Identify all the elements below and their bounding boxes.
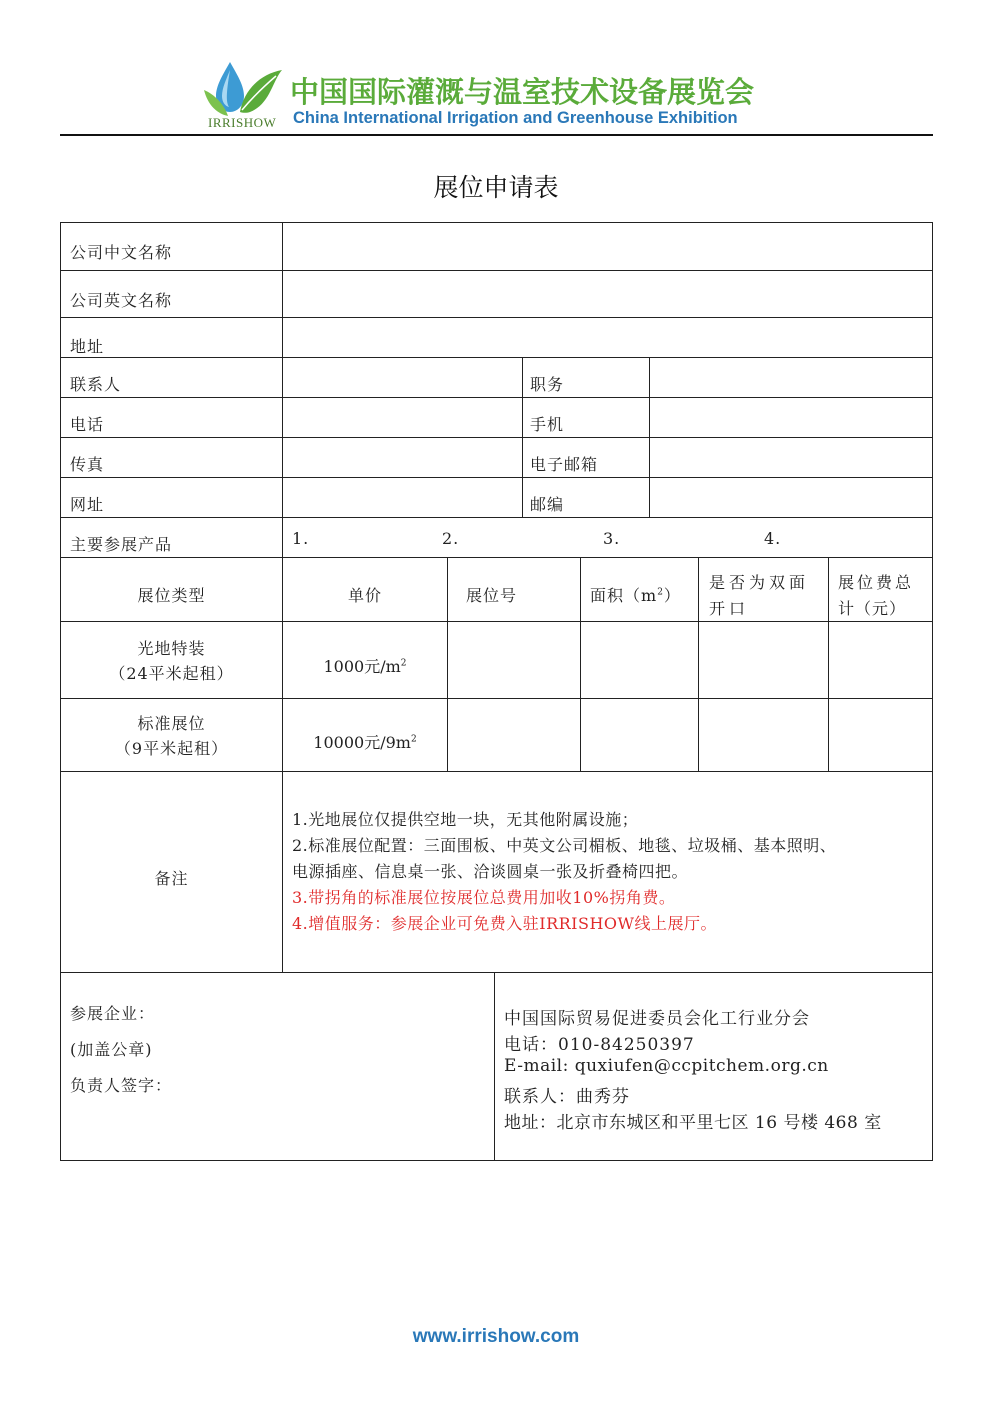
organizer-name: 中国国际贸易促进委员会化工行业分会 bbox=[504, 1009, 810, 1029]
website-input[interactable] bbox=[283, 478, 522, 517]
product-slot-4: 4. bbox=[764, 529, 782, 548]
signoff-seal: (加盖公章) bbox=[70, 1040, 153, 1059]
signoff-company: 参展企业： bbox=[70, 1004, 156, 1023]
position-input[interactable] bbox=[650, 358, 932, 397]
label-phone: 电话 bbox=[70, 415, 105, 434]
phone-input[interactable] bbox=[283, 398, 522, 437]
mobile-input[interactable] bbox=[650, 398, 932, 437]
row2-double-open-input[interactable] bbox=[699, 699, 828, 771]
header-divider bbox=[60, 134, 933, 136]
row1-booth-number-input[interactable] bbox=[448, 622, 580, 698]
contact-input[interactable] bbox=[283, 358, 522, 397]
row2-total-input[interactable] bbox=[829, 699, 932, 771]
header-total-fee-l2: 计（元） bbox=[838, 599, 907, 618]
remark-line-5: 4.增值服务：参展企业可免费入驻IRRISHOW线上展厅。 bbox=[292, 914, 717, 933]
row1-type-line2: （24平米起租） bbox=[109, 664, 234, 683]
organizer-email: E-mail: quxiufen@ccpitchem.org.cn bbox=[504, 1056, 829, 1076]
signature-area[interactable] bbox=[61, 973, 494, 1160]
row2-price: 10000元$/9m^2$ bbox=[313, 733, 417, 752]
postcode-input[interactable] bbox=[650, 478, 932, 517]
label-company-cn: 公司中文名称 bbox=[70, 243, 173, 262]
label-position: 职务 bbox=[530, 375, 565, 394]
product-slot-3: 3. bbox=[603, 529, 621, 548]
label-products: 主要参展产品 bbox=[70, 535, 173, 554]
label-postcode: 邮编 bbox=[530, 495, 565, 514]
row1-type-line1: 光地特装 bbox=[137, 639, 206, 658]
row2-type-line2: （9平米起租） bbox=[114, 739, 229, 758]
row1-area-input[interactable] bbox=[581, 622, 698, 698]
organizer-phone: 电话：010-84250397 bbox=[504, 1035, 695, 1055]
row1-total-input[interactable] bbox=[829, 622, 932, 698]
header-booth-type: 展位类型 bbox=[137, 586, 206, 605]
exhibition-title-cn: 中国国际灌溉与温室技术设备展览会 bbox=[290, 75, 755, 109]
product-slot-2: 2. bbox=[442, 529, 460, 548]
company-cn-input[interactable] bbox=[283, 223, 932, 270]
signoff-signature: 负责人签字： bbox=[70, 1076, 173, 1095]
email-input[interactable] bbox=[650, 438, 932, 477]
label-email: 电子邮箱 bbox=[530, 455, 599, 474]
header-unit-price: 单价 bbox=[347, 586, 382, 605]
label-address: 地址 bbox=[70, 337, 105, 356]
company-en-input[interactable] bbox=[283, 271, 932, 317]
header-area: 面积$(m^2)$ bbox=[590, 586, 681, 605]
label-remarks: 备注 bbox=[154, 869, 189, 888]
row1-price: 1000元$/m^2$ bbox=[323, 657, 407, 676]
organizer-address: 地址：北京市东城区和平里七区 16 号楼 468 室 bbox=[504, 1113, 882, 1133]
fax-input[interactable] bbox=[283, 438, 522, 477]
form-title: 展位申请表 bbox=[433, 173, 559, 202]
address-input[interactable] bbox=[283, 318, 932, 357]
remark-line-2: 2.标准展位配置：三面围板、中英文公司楣板、地毯、垃圾桶、基本照明、 bbox=[292, 836, 837, 855]
label-contact: 联系人 bbox=[70, 375, 122, 394]
row2-type-line1: 标准展位 bbox=[137, 714, 206, 733]
label-mobile: 手机 bbox=[530, 415, 565, 434]
footer-website-link[interactable]: www.irrishow.com bbox=[412, 1326, 580, 1347]
row2-booth-number-input[interactable] bbox=[448, 699, 580, 771]
organizer-contact: 联系人：曲秀芬 bbox=[504, 1087, 630, 1107]
row1-double-open-input[interactable] bbox=[699, 622, 828, 698]
label-fax: 传真 bbox=[70, 455, 105, 474]
remark-line-4: 3.带拐角的标准展位按展位总费用加收10%拐角费。 bbox=[292, 888, 676, 907]
product-slot-1: 1. bbox=[292, 529, 310, 548]
label-website: 网址 bbox=[70, 495, 105, 514]
header-double-open-l2: 开口 bbox=[709, 599, 750, 618]
exhibition-title-en: China International Irrigation and Greenhouse Exhibition bbox=[293, 109, 738, 127]
row2-area-input[interactable] bbox=[581, 699, 698, 771]
remark-line-1: 1.光地展位仅提供空地一块，无其他附属设施； bbox=[292, 810, 639, 829]
header-total-fee-l1: 展位费总 bbox=[838, 573, 915, 592]
header-booth-number: 展位号 bbox=[466, 586, 518, 605]
logo-text: IRRISHOW bbox=[208, 115, 277, 130]
header-double-open-l1: 是否为双面 bbox=[709, 573, 810, 592]
remark-line-3: 电源插座、信息桌一张、洽谈圆桌一张及折叠椅四把。 bbox=[292, 862, 689, 881]
label-company-en: 公司英文名称 bbox=[70, 291, 173, 310]
